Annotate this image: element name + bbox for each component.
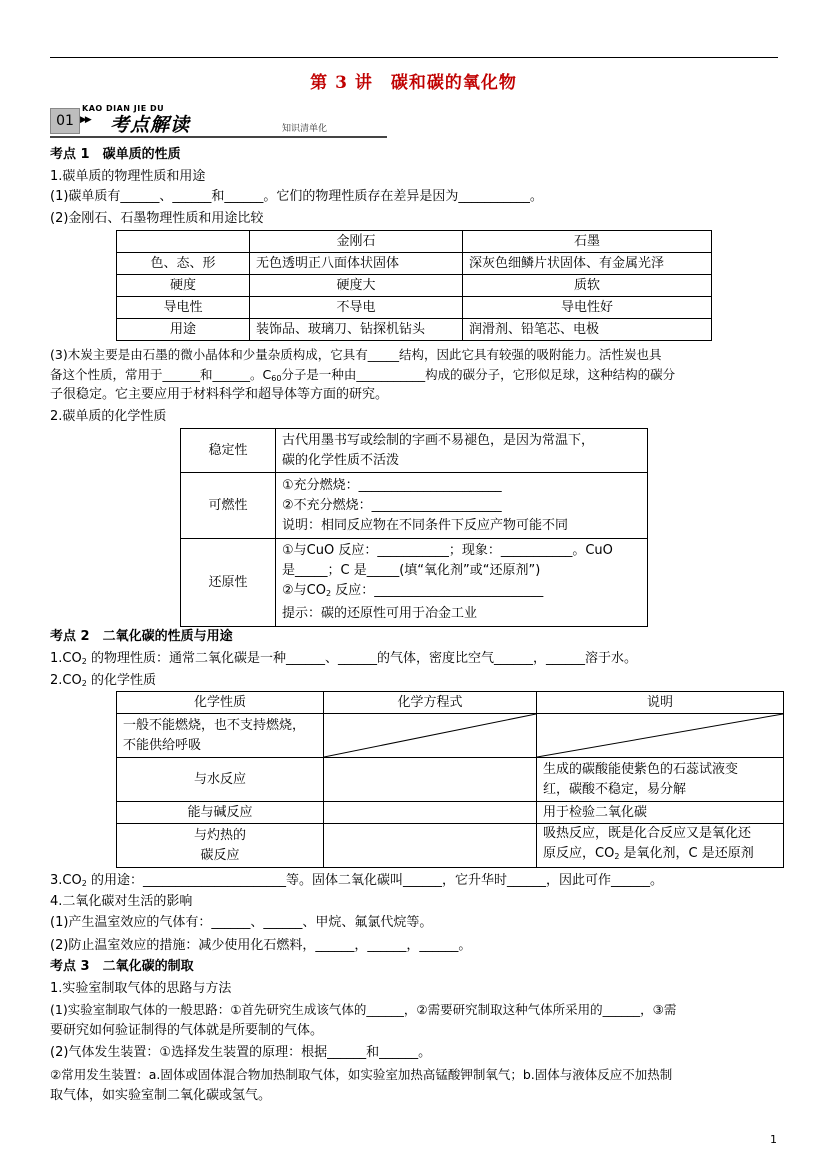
k1-l3c: 子很稳定。它主要应用于材料科学和超导体等方面的研究。 — [50, 387, 389, 402]
section-banner — [50, 104, 387, 138]
k3-l1: 1.实验室制取气体的思路与方法 — [50, 981, 232, 996]
page-title: 第 3 讲 碳和碳的氧化物 — [310, 73, 517, 93]
k3-l2a: (1)实验室制取气体的一般思路：①首先研究生成该气体的______，②需要研究制取这种气体所采用的______，③需 — [50, 1002, 677, 1017]
k2-heading: 考点 2 二氧化碳的性质与用途 — [50, 629, 233, 644]
k1-s2: 2.碳单质的化学性质 — [50, 409, 167, 424]
page-number: 1 — [770, 1133, 777, 1146]
banner-subtitle: 知识清单化 — [282, 124, 328, 134]
t1-r3-c0: 用途 — [117, 319, 250, 341]
double-arrow-icon: ▶▶ — [80, 115, 90, 125]
k1-l3b: 备这个性质，常用于______和______。$C_{60}$分子是一种由___________构成的碳分子，它形似足球，这种结构的碳分 — [50, 367, 676, 383]
k1-heading: 考点 1 碳单质的性质 — [50, 147, 181, 162]
table-co2-chemistry — [116, 691, 784, 868]
t3-r2-c2: 生成的碳酸能使紫色的石蕊试液变 红，碳酸不稳定，易分解 — [537, 758, 784, 802]
t2-stability: 古代用墨书写或绘制的字画不易褪色，是因为常温下， 碳的化学性质不活泼 — [276, 429, 648, 473]
k3-l2b: 要研究如何验证制得的气体就是所要制的气体。 — [50, 1023, 324, 1038]
t1-r1-c0: 硬度 — [117, 275, 250, 297]
t3-h1: 化学方程式 — [324, 692, 537, 714]
t3-r1-c2-struck — [537, 714, 784, 758]
t3-r4-c0: 与灼热的 碳反应 — [117, 824, 324, 868]
t1-r0-c0: 色、态、形 — [117, 253, 250, 275]
table-carbon-chemistry — [180, 428, 648, 627]
t1-h0 — [117, 231, 250, 253]
t3-r1-c1-struck — [324, 714, 537, 758]
t3-r1-c0: 一般不能燃烧，也不支持燃烧， 不能供给呼吸 — [117, 714, 324, 758]
header-rule — [50, 57, 778, 58]
k3-l4a: ②常用发生装置：a.固体或固体混合物加热制取气体，如实验室加热高锰酸钾制氧气；b.固体与液体反应不加热制 — [50, 1067, 673, 1082]
k2-l5: (1)产生温室效应的气体有：______、______、甲烷、氟氯代烷等。 — [50, 915, 433, 930]
t3-r2-c0: 与水反应 — [117, 758, 324, 802]
k2-l2: $2.CO_2$ 的化学性质 — [50, 673, 156, 688]
k2-l1: $1.CO_2$ 的物理性质：通常二氧化碳是一种______、______的气体，密度比空气______，______溶于水。 — [50, 651, 637, 666]
k2-l6: (2)防止温室效应的措施：减少使用化石燃料，______，______，______。 — [50, 938, 472, 953]
k3-l3: (2)气体发生装置：①选择发生装置的原理：根据______和______。 — [50, 1045, 432, 1060]
k2-l4: 4.二氧化碳对生活的影响 — [50, 894, 193, 909]
t1-r2-c2: 导电性好 — [463, 297, 712, 319]
t2-reduce: ①与CuO 反应：___________；现象：___________。CuO 是_____；C 是_____(填“氧化剂”或“还原剂”) ②与$CO_2$ 反应：__________________________ 提示：碳的还原性可用于冶金工业 — [276, 539, 648, 627]
t1-r0-c2: 深灰色细鳞片状固体、有金属光泽 — [463, 253, 712, 275]
k3-l4b: 取气体，如实验室制二氧化碳或氢气。 — [50, 1088, 272, 1103]
t1-r1-c2: 质软 — [463, 275, 712, 297]
t1-r0-c1: 无色透明正八面体状固体 — [250, 253, 463, 275]
k2-l3: $3.CO_2$ 的用途：______________________等。固体二氧化碳叫______，它升华时______，因此可作______。 — [50, 873, 663, 888]
banner-pinyin: KAO DIAN JIE DU — [82, 104, 165, 113]
t3-r4-c2: 吸热反应，既是化合反应又是氧化还 原反应，$CO_2$ 是氧化剂，C 是还原剂 — [537, 824, 784, 868]
t3-h2: 说明 — [537, 692, 784, 714]
t3-h0: 化学性质 — [117, 692, 324, 714]
t3-r3-c0: 能与碱反应 — [117, 802, 324, 824]
t3-r3-c2: 用于检验二氧化碳 — [537, 802, 784, 824]
k3-heading: 考点 3 二氧化碳的制取 — [50, 959, 194, 974]
k1-l2: (2)金刚石、石墨物理性质和用途比较 — [50, 211, 264, 226]
t3-r2-c1 — [324, 758, 537, 802]
banner-number: 01 — [50, 108, 80, 134]
k1-s1: 1.碳单质的物理性质和用途 — [50, 169, 206, 184]
t2-combust: ①充分燃烧：______________________ ②不充分燃烧：____________________ 说明：相同反应物在不同条件下反应产物可能不同 — [276, 473, 648, 539]
t3-r4-c1 — [324, 824, 537, 868]
k1-l3a: (3)木炭主要是由石墨的微小晶体和少量杂质构成，它具有_____结构，因此它具有较强的吸附能力。活性炭也具 — [50, 347, 662, 362]
banner-heading: 考点解读 — [110, 114, 191, 136]
t1-r3-c2: 润滑剂、铅笔芯、电极 — [463, 319, 712, 341]
t2-reduce-label: 还原性 — [181, 539, 276, 627]
t2-combust-label: 可燃性 — [181, 473, 276, 539]
t1-r1-c1: 硬度大 — [250, 275, 463, 297]
table-diamond-graphite — [116, 230, 712, 341]
t1-r3-c1: 装饰品、玻璃刀、钻探机钻头 — [250, 319, 463, 341]
k1-l1: (1)碳单质有______、______和______。它们的物理性质存在差异是因为___________。 — [50, 189, 543, 204]
banner-rule — [50, 136, 387, 138]
t1-h2: 石墨 — [463, 231, 712, 253]
t3-r3-c1 — [324, 802, 537, 824]
t1-r2-c1: 不导电 — [250, 297, 463, 319]
t1-h1: 金刚石 — [250, 231, 463, 253]
t1-r2-c0: 导电性 — [117, 297, 250, 319]
t2-stability-label: 稳定性 — [181, 429, 276, 473]
